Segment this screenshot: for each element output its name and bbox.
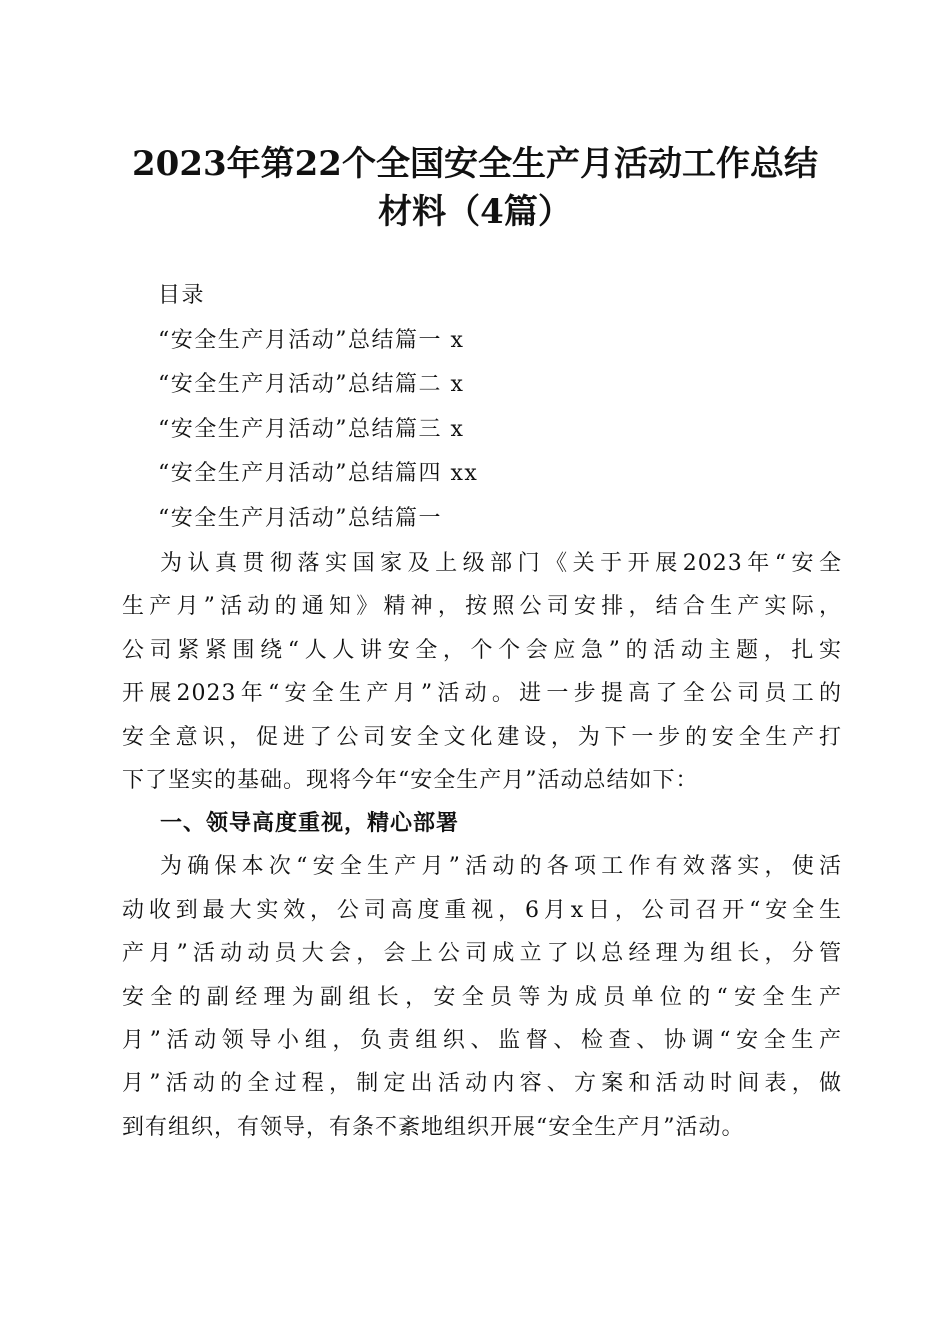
paragraph-line: 下了坚实的基础。现将今年“安全生产月”活动总结如下：	[122, 767, 699, 793]
paragraph-line: 安全意识，促进了公司安全文化建设，为下一步的安全生产打	[122, 724, 842, 750]
document-title	[100, 140, 850, 236]
paragraph-line: 动收到最大实效，公司高度重视，6月x日，公司召开“安全生	[122, 897, 842, 923]
paragraph-line: 安全的副经理为副组长，安全员等为成员单位的“安全生产	[122, 984, 842, 1010]
paragraph-line: 月”活动的全过程，制定出活动内容、方案和活动时间表，做	[122, 1071, 842, 1097]
toc-entry[interactable]: “安全生产月活动”总结篇四 xx	[158, 461, 479, 486]
section-heading: 一、领导高度重视，精心部署	[160, 811, 460, 837]
title-line-1: 2023年第22个全国安全生产月活动工作总结	[132, 144, 818, 184]
paragraph-line: 到有组织，有领导，有条不紊地组织开展“安全生产月”活动。	[122, 1114, 745, 1140]
paragraph-line: 产月”活动动员大会，会上公司成立了以总经理为组长，分管	[122, 941, 842, 967]
paragraph-line: 月”活动领导小组，负责组织、监督、检查、协调“安全生产	[122, 1027, 842, 1053]
toc-entry[interactable]: “安全生产月活动”总结篇一 x	[158, 327, 465, 353]
toc-entry[interactable]: “安全生产月活动”总结篇三 x	[158, 416, 465, 442]
section-title-article-1: “安全生产月活动”总结篇一	[158, 505, 442, 531]
title-line-2: 材料（4篇）	[378, 192, 572, 232]
paragraph-line: 生产月”活动的通知》精神，按照公司安排，结合生产实际，	[122, 594, 842, 620]
toc-entry[interactable]: “安全生产月活动”总结篇二 x	[158, 372, 465, 397]
paragraph-line: 公司紧紧围绕“人人讲安全，个个会应急”的活动主题，扎实	[122, 637, 842, 663]
toc-heading: 目录	[158, 283, 206, 308]
section-1-paragraph	[122, 849, 842, 1153]
intro-paragraph	[122, 546, 842, 806]
paragraph-line: 开展2023年“安全生产月”活动。进一步提高了全公司员工的	[122, 681, 842, 707]
paragraph-line: 为确保本次“安全生产月”活动的各项工作有效落实，使活	[160, 854, 842, 880]
table-of-contents	[158, 280, 858, 547]
document-body	[122, 546, 842, 1153]
paragraph-line: 为认真贯彻落实国家及上级部门《关于开展2023年“安全	[160, 551, 842, 576]
